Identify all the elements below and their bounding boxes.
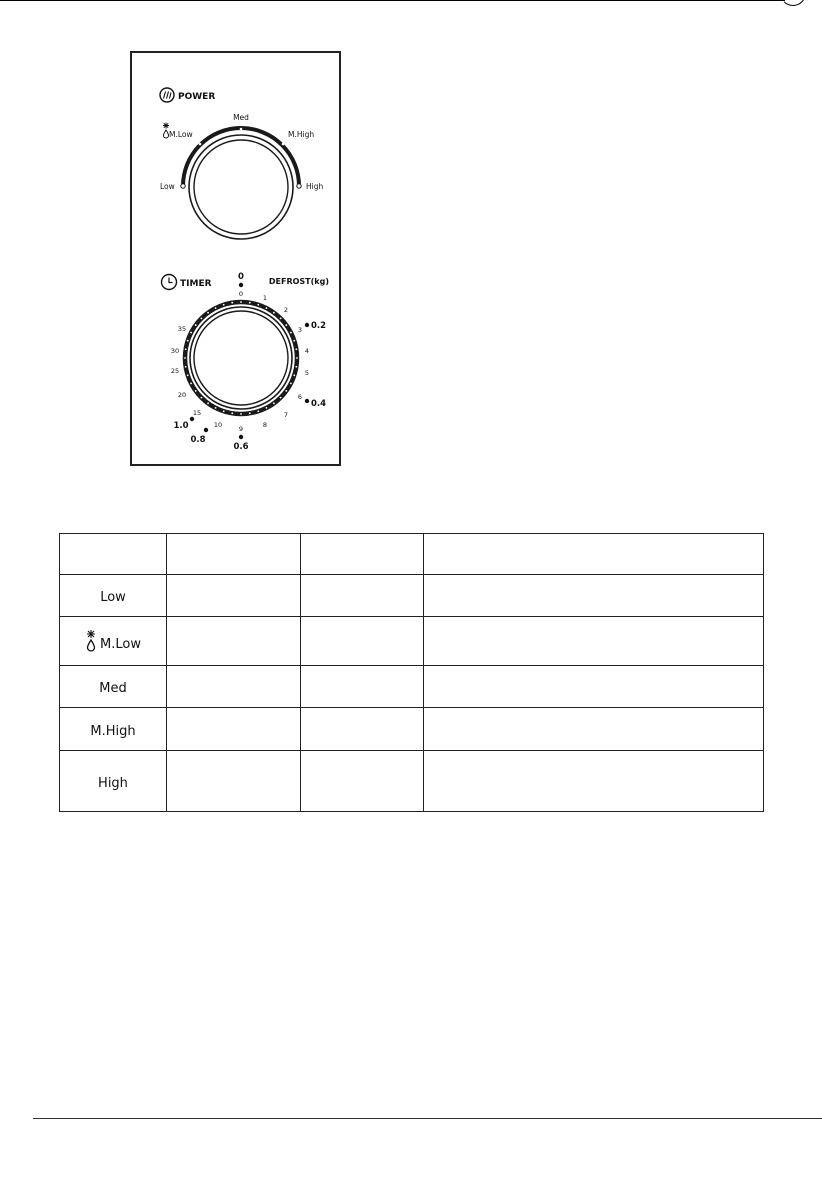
timer-tick-mark [273, 312, 275, 314]
timer-tick-2: 2 [283, 306, 289, 314]
timer-tick-7: 7 [283, 411, 289, 419]
power-level-cell: M.High [60, 708, 167, 751]
timer-tick-4: 4 [304, 347, 310, 355]
mlow-with-defrost [85, 630, 141, 652]
defrost-dot-0 [239, 283, 243, 287]
power-low-dot [181, 184, 185, 188]
power-label-high: High [306, 182, 324, 191]
timer-tick-mark [201, 318, 203, 320]
timer-tick-mark [185, 348, 187, 350]
timer-tick-mark [195, 390, 197, 392]
timer-tick-20: 20 [177, 391, 187, 399]
table-row [60, 708, 764, 751]
timer-tick-1: 1 [262, 294, 268, 302]
timer-tick-mark [195, 324, 197, 326]
table-cell [167, 617, 301, 666]
table-cell [167, 575, 301, 617]
power-title: POWER [178, 92, 216, 102]
timer-tick-mark [223, 304, 225, 306]
table-cell [167, 751, 301, 812]
power-level-label: M.Low [100, 637, 141, 652]
table-header-cell [60, 534, 167, 575]
clock-icon [162, 275, 177, 290]
timer-tick-mark [293, 340, 295, 342]
timer-tick-mark [266, 407, 268, 409]
defrost-mark-0-8: 0.8 [190, 435, 206, 445]
table-cell [424, 617, 764, 666]
timer-tick-mark [207, 402, 209, 404]
control-panel-drawing [132, 53, 343, 468]
timer-tick-mark [190, 332, 192, 334]
table-header-cell [167, 534, 301, 575]
timer-tick-mark [215, 407, 217, 409]
timer-tick-mark [295, 348, 297, 350]
timer-knob[interactable] [190, 307, 292, 409]
defrost-dot-0-6 [239, 435, 243, 439]
timer-tick-mark [285, 324, 287, 326]
timer-tick-3: 3 [297, 326, 303, 334]
timer-tick-mark [215, 307, 217, 309]
top-corner-curve [780, 0, 806, 6]
timer-tick-mark [290, 332, 292, 334]
timer-tick-mark [184, 357, 186, 359]
timer-tick-mark [257, 410, 259, 412]
timer-tick-35: 35 [177, 325, 187, 333]
table-header-cell [424, 534, 764, 575]
table-row [60, 666, 764, 708]
table-cell [301, 617, 424, 666]
timer-tick-mark [280, 318, 282, 320]
timer-tick-mark [296, 357, 298, 359]
timer-tick-6: 6 [297, 393, 303, 401]
timer-tick-8: 8 [262, 421, 268, 429]
timer-tick-mark [231, 412, 233, 414]
table-cell [424, 666, 764, 708]
table-cell [167, 666, 301, 708]
power-level-cell: Low [60, 575, 167, 617]
timer-tick-mark [295, 366, 297, 368]
table-cell [301, 708, 424, 751]
table-header-row [60, 534, 764, 575]
timer-tick-25: 25 [170, 367, 180, 375]
timer-tick-mark [190, 383, 192, 385]
timer-tick-mark [240, 413, 242, 415]
timer-tick-30: 30 [170, 347, 180, 355]
timer-tick-5: 5 [304, 369, 310, 377]
power-icon [160, 88, 174, 102]
defrost-dot-0-8 [204, 428, 208, 432]
defrost-mark-0: 0 [238, 272, 244, 282]
timer-tick-mark [223, 410, 225, 412]
timer-tick-15: 15 [192, 409, 202, 417]
table-header-cell [301, 534, 424, 575]
timer-tick-mark [207, 312, 209, 314]
power-knob[interactable] [189, 135, 293, 239]
timer-tick-mark [273, 402, 275, 404]
power-label-med: Med [233, 113, 249, 122]
defrost-dot-0-4 [305, 399, 309, 403]
power-high-dot [297, 184, 301, 188]
top-border-line [0, 0, 785, 1]
table-cell [424, 575, 764, 617]
timer-tick-mark [280, 397, 282, 399]
timer-title: TIMER [180, 279, 212, 289]
table-cell [424, 708, 764, 751]
power-med-dot [240, 128, 243, 131]
power-label-low: Low [160, 182, 175, 191]
control-panel [130, 51, 341, 466]
table-row [60, 617, 764, 666]
defrost-dot-0-2 [305, 323, 309, 327]
timer-tick-9: 9 [238, 425, 244, 433]
power-level-cell: Med [60, 666, 167, 708]
defrost-dot-1-0 [190, 417, 194, 421]
power-level-cell [60, 617, 167, 666]
timer-tick-mark [231, 302, 233, 304]
timer-tick-mark [201, 397, 203, 399]
table-row [60, 575, 764, 617]
timer-tick-mark [257, 304, 259, 306]
timer-tick-mark [249, 412, 251, 414]
defrost-mark-1-0: 1.0 [173, 421, 189, 431]
power-mlow-dot [199, 143, 202, 146]
table-cell [301, 751, 424, 812]
power-label-mlow: M.Low [169, 130, 193, 139]
defrost-mark-0-6: 0.6 [233, 442, 249, 452]
power-level-table [59, 533, 764, 812]
power-level-cell: High [60, 751, 167, 812]
table-cell [424, 751, 764, 812]
table-row [60, 751, 764, 812]
table-cell [301, 575, 424, 617]
table-cell [167, 708, 301, 751]
timer-tick-mark [187, 374, 189, 376]
timer-tick-mark [285, 390, 287, 392]
table-cell [301, 666, 424, 708]
power-mhigh-dot [282, 143, 285, 146]
defrost-icon [85, 630, 97, 652]
timer-tick-mark [240, 301, 242, 303]
timer-tick-10: 10 [213, 421, 223, 429]
timer-tick-mark [290, 383, 292, 385]
timer-tick-mark [187, 340, 189, 342]
footer-rule [33, 1118, 822, 1119]
timer-tick-mark [266, 307, 268, 309]
timer-tick-mark [293, 374, 295, 376]
defrost-mark-0-2: 0.2 [311, 321, 327, 331]
timer-tick-mark [185, 366, 187, 368]
defrost-mark-0-4: 0.4 [311, 399, 327, 409]
power-label-mhigh: M.High [288, 130, 315, 139]
timer-tick-0: 0 [238, 290, 244, 298]
timer-tick-mark [249, 302, 251, 304]
defrost-title: DEFROST(kg) [268, 277, 329, 286]
